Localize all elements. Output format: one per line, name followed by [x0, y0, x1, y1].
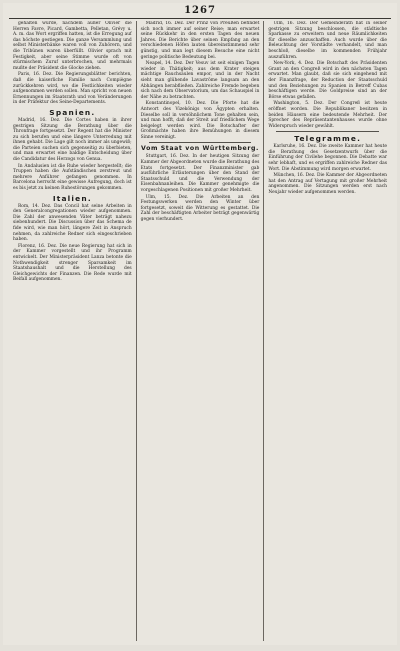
section-heading-telegrams: Telegramme. — [294, 134, 362, 144]
column-right — [263, 21, 391, 641]
section-rule — [276, 131, 379, 132]
column-left — [9, 21, 136, 641]
paragraph: Washington, 5. Dez. Der Congreß ist heute eröffnet worden. Die Republikaner besitzen in beiden Häusern eine bedeutende Mehrheit. Der Sprecher des Repräsentantenhauses wurde ohne Widerspruch wieder gewählt. — [268, 101, 388, 129]
section-heading-wurttemberg: Vom Staat von Württemberg. — [141, 145, 259, 153]
newspaper-page — [3, 3, 397, 645]
paragraph: Madrid, 16. Dez. Der Prinz von Preußen befindet sich noch immer auf seiner Reise; man erwartet seine Rückkehr in den ersten Tagen des neuen Jahres. Die Berichte über seinen Empfang an den verschiedenen Höfen lauten übereinstimmend sehr günstig, und man legt diesem Besuche eine nicht geringe politische Bedeutung bei. — [140, 21, 260, 60]
paragraph: Karlsruhe, 16. Dez. Die zweite Kammer hat heute die Berathung des Gesetzentwurfs über die Einführung der Civilehe begonnen. Die Debatte war sehr lebhaft, und es ergriffen zahlreiche Redner das Wort. Die Abstimmung wird morgen erwartet. — [268, 144, 388, 172]
paragraph: München, 16. Dez. Die Kammer der Abgeordneten hat den Antrag auf Vertagung mit großer Mehrheit angenommen. Die Sitzungen werden erst nach Neujahr wieder aufgenommen werden. — [268, 173, 388, 196]
section-heading-italy: Italien. — [52, 193, 92, 203]
paragraph: New-York, 4. Dez. Die Botschaft des Präsidenten Grant an den Congreß wird in den nächsten Tagen erwartet. Man glaubt, daß sie sich eingehend mit der Finanzfrage, der Reduction der Staatsschuld und den Beziehungen zu Spanien in Betreff Cubas beschäftigen werde. Die Goldpreise sind an der Börse etwas gefallen. — [268, 61, 388, 100]
column-middle — [136, 21, 264, 641]
section-rule — [149, 142, 252, 143]
paragraph: Ulm, 16. Dez. Der Gemeinderath hat in seiner gestrigen Sitzung beschlossen, die städtische Sparkasse zu erweitern und neue Räumlichkeiten für dieselbe anzuschaffen. Auch wurde über die Beleuchtung der Vorstädte verhandelt, und man beschloß, dieselbe im kommenden Frühjahr auszuführen. — [268, 21, 388, 60]
page-number: 1267 — [184, 5, 216, 16]
paragraph: Konstantinopel, 10. Dez. Die Pforte hat die Antwort des Vizekönigs von Ägypten erhalten. Dieselbe soll in versöhnlichem Tone gehalten sein, und man hofft, daß der Streit auf friedlichem Wege beigelegt werden wird. Die Botschafter der Großmächte haben ihre Bemühungen in diesem Sinne vereinigt. — [140, 101, 260, 140]
text-columns — [9, 21, 391, 641]
paragraph: Madrid, 16. Dez. Die Cortes haben in ihrer gestrigen Sitzung die Berathung über die Thronfrage fortgesetzt. Der Regent hat die Minister zu sich berufen und eine längere Unterredung mit ihnen gehabt. Die Lage gilt noch immer als ungewiß; die Parteien suchen sich gegenseitig zu überbieten, und man erwartet eine baldige Entscheidung über die Candidatur des Herzogs von Genua. — [13, 117, 132, 163]
header-rule — [9, 18, 391, 19]
paragraph: Ulm, 15. Dez. Die Arbeiten an den Festungswerken werden den Winter über fortgesetzt, soweit die Witterung es gestattet. Die Zahl der beschäftigten Arbeiter beträgt gegenwärtig gegen vierhundert. — [140, 194, 260, 222]
paragraph: Rom, 14. Dez. Das Concil hat seine Arbeiten in den Generalcongregationen wieder aufgenommen. Die Zahl der anwesenden Väter beträgt nahezu siebenhundert. Die Discussion über das Schema de fide wird, wie man hört, längere Zeit in Anspruch nehmen, da zahlreiche Redner sich eingeschrieben haben. — [13, 203, 132, 243]
paragraph: gehalten wurde, nachdem außer Olivier die Herren Favre, Picard, Gambetta, Pelletan, Grévy u. A. m. das Wort ergriffen hatten, ist die Erregung auf das höchste gestiegen. Die ganze Versammlung und selbst Ministerbänke waren voll von Zuhörern, und die Tribünen waren überfüllt. Olivier sprach mit Festigkeit, aber seine Stimme wurde oft von stürmischem Zuruf unterbrochen, und mehrmals mußte der Präsident die Glocke ziehen. — [13, 21, 132, 71]
paragraph: Florenz, 16. Dez. Die neue Regierung hat sich in der Kammer vorgestellt und ihr Programm entwickelt. Der Ministerpräsident Lanza betonte die Nothwendigkeit strenger Sparsamkeit im Staatshaushalt und die Herstellung des Gleichgewichts der Finanzen. Die Rede wurde mit Beifall aufgenommen. — [13, 243, 132, 283]
paragraph: Stuttgart, 16. Dez. In der heutigen Sitzung der Kammer der Abgeordneten wurde die Berathung des Etats fortgesetzt. Der Finanzminister gab ausführliche Erläuterungen über den Stand der Staatsschuld und die Verwendung der Eisenbahnanleihen. Die Kammer genehmigte die vorgeschlagenen Positionen mit großer Mehrheit. — [140, 154, 260, 194]
section-heading-spain: Spanien. — [49, 107, 96, 117]
paragraph: Paris, 16. Dez. Die Regierungsblätter berichten, daß die kaiserliche Familie nach Compiègne zurückkehren wird, wo die Festlichkeiten wieder aufgenommen werden sollen. Man spricht von neuen Ernennungen im Staatsrath und von Veränderungen in der Präfektur des Seine-Departements. — [13, 72, 132, 106]
paragraph: In Andalusien ist die Ruhe wieder hergestellt; die Truppen haben die Aufständischen zerstreut und mehrere Anführer gefangen genommen. In Barcelona herrscht eine gewisse Aufregung, doch ist es bis jetzt zu keinen Ruhestörungen gekommen. — [13, 163, 132, 192]
paragraph: Neapel, 14. Dez. Der Vesuv ist seit einigen Tagen wieder in Thätigkeit; aus dem Krater steigen mächtige Rauchsäulen empor, und in der Nacht sieht man glühende Lavaströme langsam an den Abhängen herabfließen. Zahlreiche Fremde begeben sich nach dem Observatorium, um das Schauspiel in der Nähe zu betrachten. — [140, 61, 260, 100]
